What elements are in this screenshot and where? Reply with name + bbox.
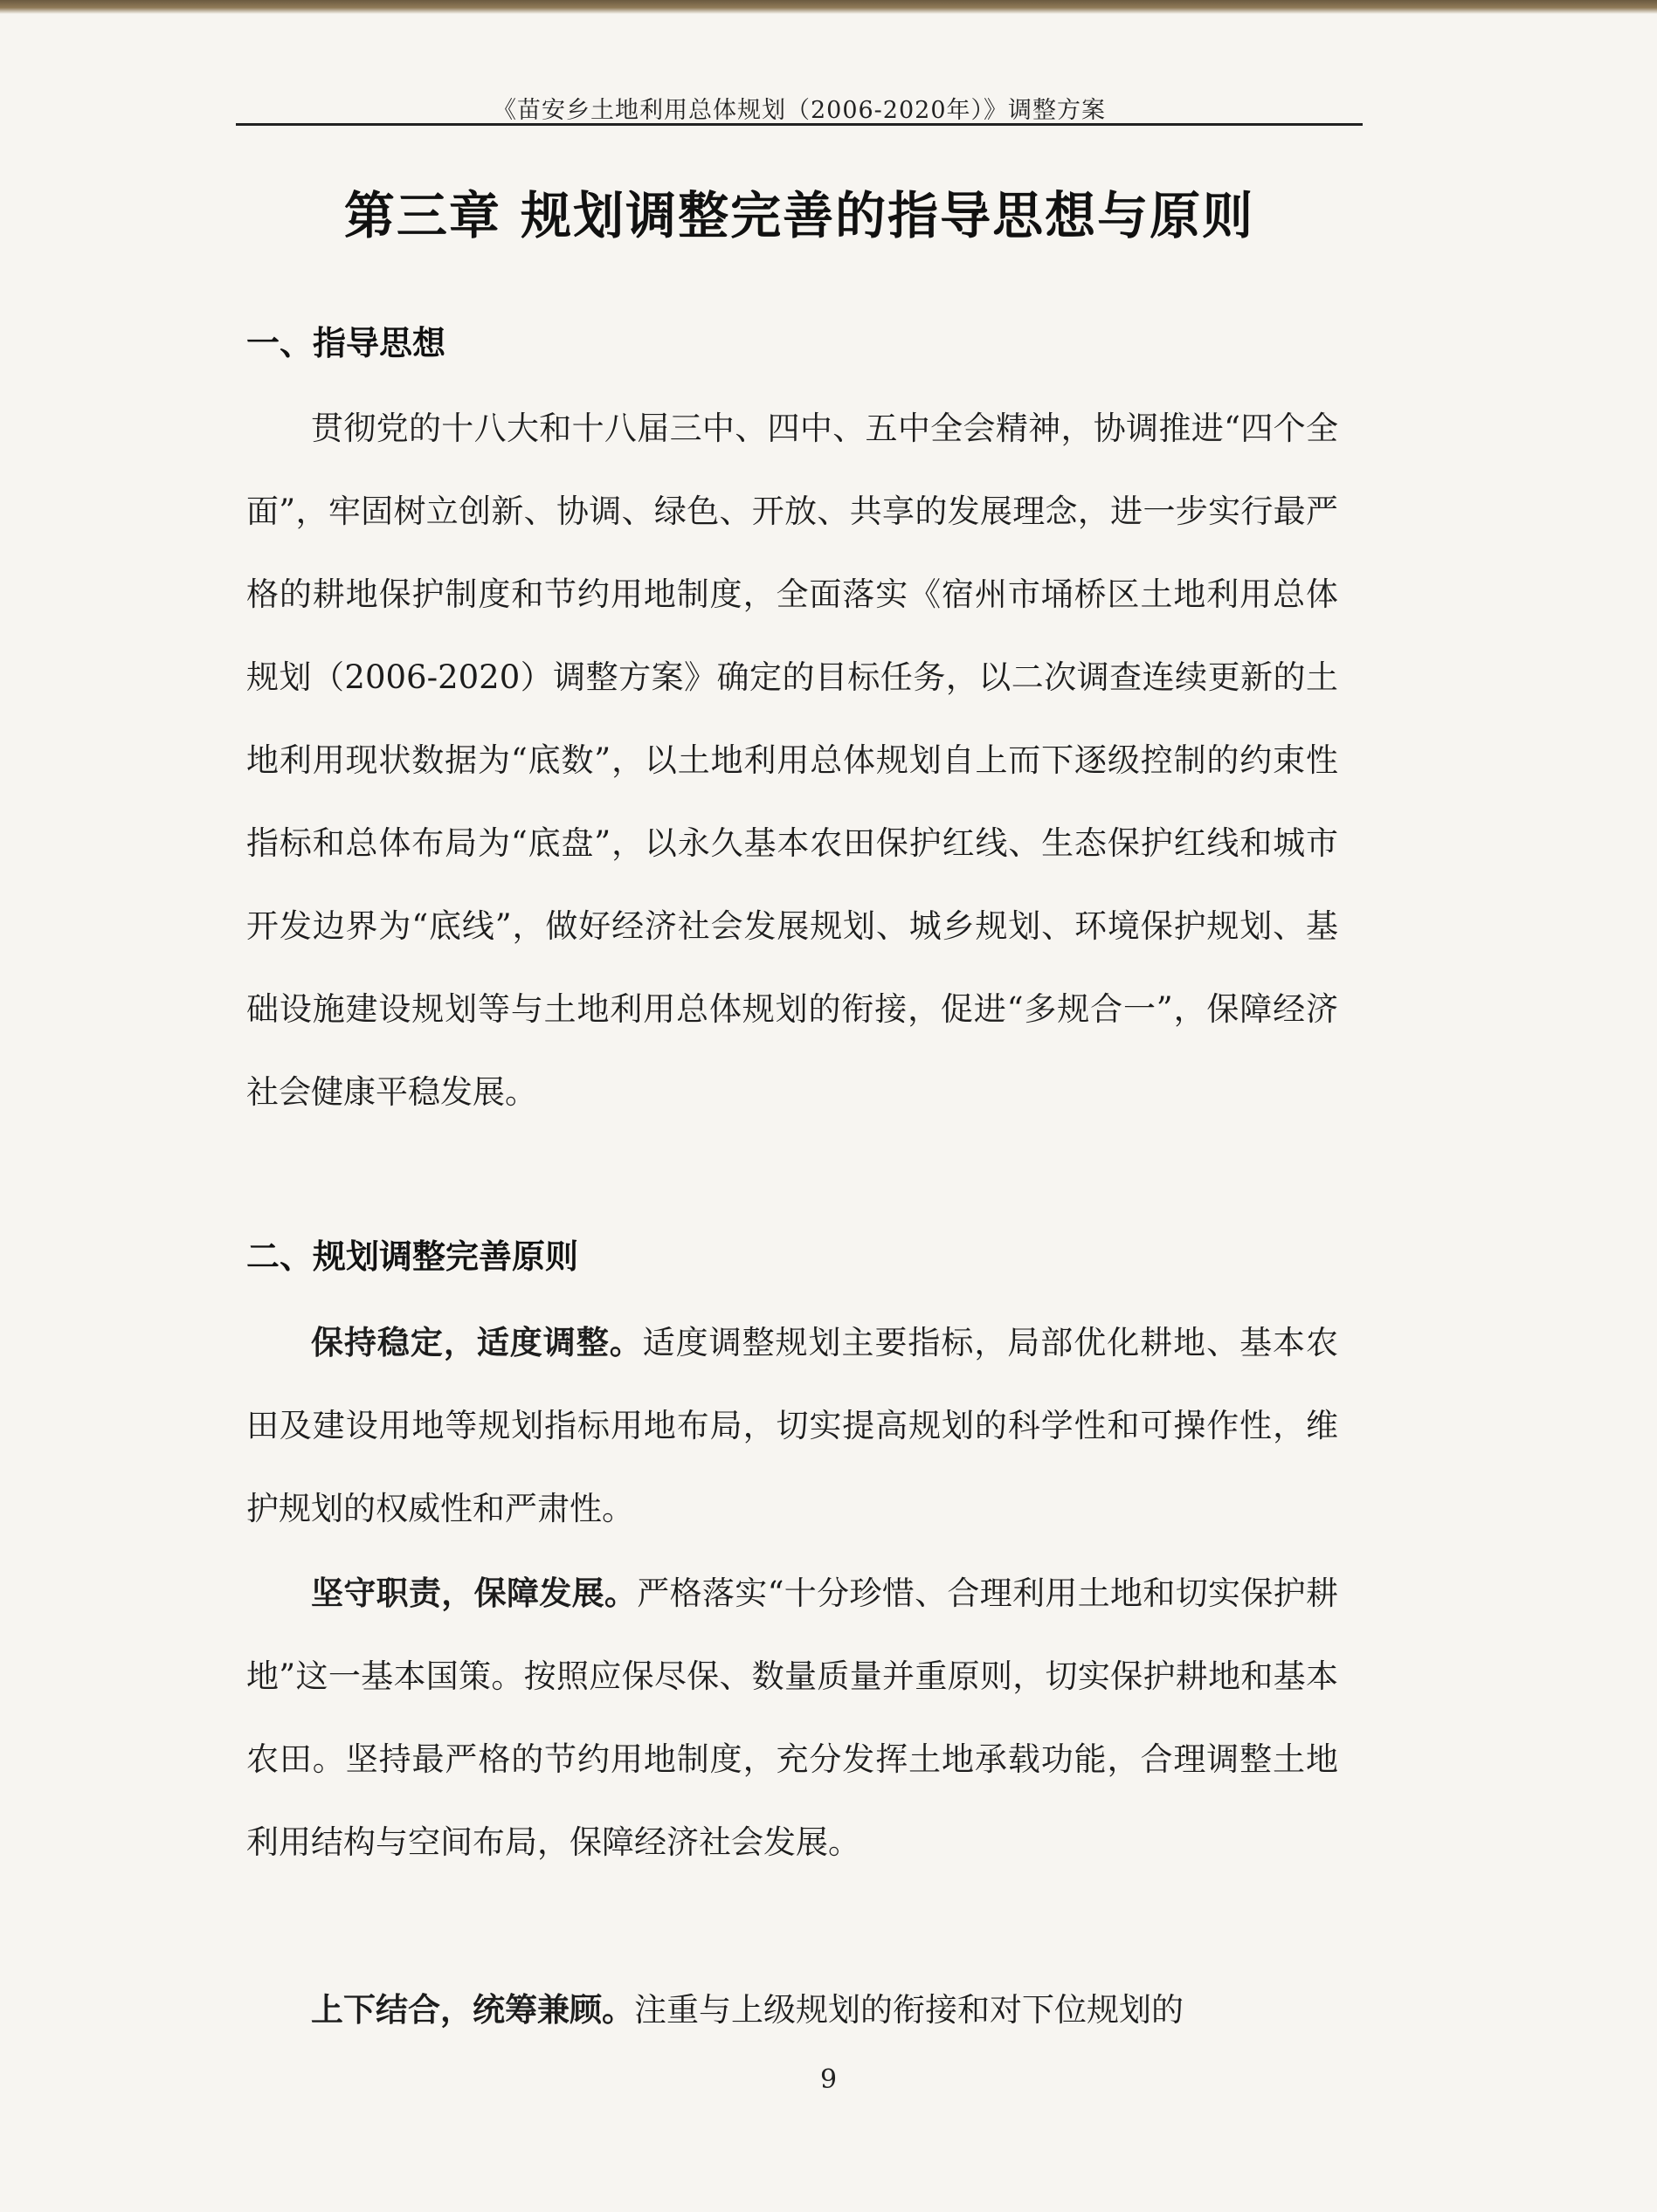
paragraph-text: 注重与上级规划的衔接和对下位规划的 [634,1991,1184,2029]
paragraph-principle-stability [246,1301,1338,1550]
chapter-title: 第三章 规划调整完善的指导思想与原则 [343,186,1255,245]
paragraph-lead: 上下结合，统筹兼顾。 [311,1991,634,2029]
paragraph-principle-coordination [246,1968,1338,2051]
paragraph-lead: 保持稳定，适度调整。 [311,1324,643,1361]
page-number: 9 [819,2064,838,2095]
section-heading-principles: 二、规划调整完善原则 [246,1237,579,1276]
paragraph-guiding-thought [246,387,1338,1134]
paragraph-lead: 坚守职责，保障发展。 [311,1575,638,1612]
running-header: 《苗安乡土地利用总体规划（2006-2020年）》调整方案 [492,97,1107,124]
header-rule [236,123,1363,126]
paragraph-principle-duty [246,1552,1338,1884]
scan-top-edge [0,0,1657,14]
paragraph-text: 严格落实“十分珍惜、合理利用土地和切实保护耕地”这一基本国策。按照应保尽保、数量质量并重原则，切实保护耕地和基本农田。坚持最严格的节约用地制度，充分发挥土地承载功能，合理调整土地利用结构与空间布局，保障经济社会发展。 [246,1575,1339,1861]
paragraph-text: 贯彻党的十八大和十八届三中、四中、五中全会精神，协调推进“四个全面”，牢固树立创新、协调、绿色、开放、共享的发展理念，进一步实行最严格的耕地保护制度和节约用地制度，全面落实《宿州市埇桥区土地利用总体规划（2006-2020）调整方案》确定的目标任务，以二次调查连续更新的土地利用现状数据为“底数”，以土地利用总体规划自上而下逐级控制的约束性指标和总体布局为“底盘”，以永久基本农田保护红线、生态保护红线和城市开发边界为“底线”，做好经济社会发展规划、城乡规划、环境保护规划、基础设施建设规划等与土地利用总体规划的衔接，促进“多规合一”，保障经济社会健康平稳发展。 [246,410,1338,1111]
section-heading-guiding-thought: 一、指导思想 [246,324,446,362]
paragraph-text: 适度调整规划主要指标，局部优化耕地、基本农田及建设用地等规划指标用地布局，切实提高规划的科学性和可操作性，维护规划的权威性和严肃性。 [246,1324,1339,1527]
